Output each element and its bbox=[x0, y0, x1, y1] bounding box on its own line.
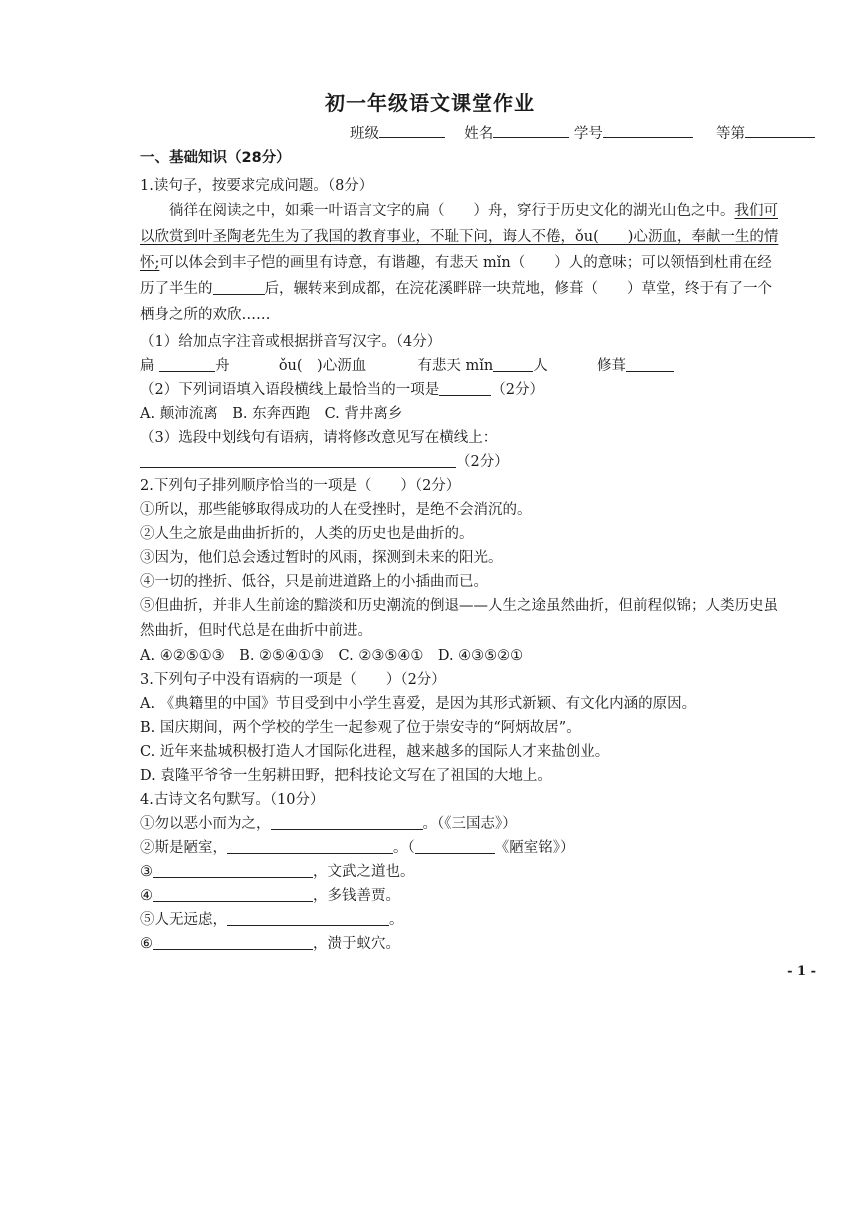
q3-option-c: C. 近年来盐城积极打造人才国际化进程，越来越多的国际人才来盐创业。 bbox=[140, 744, 610, 760]
worksheet-content bbox=[140, 146, 804, 956]
q1-passage-line: 栖身之所的欢欣…… bbox=[140, 307, 271, 323]
answer-blank[interactable] bbox=[415, 837, 495, 854]
q2-sentence: ①所以，那些能够取得成功的人在受挫时，是绝不会消沉的。 bbox=[140, 502, 532, 518]
name-label: 姓名 bbox=[464, 126, 494, 142]
answer-blank[interactable] bbox=[159, 355, 215, 372]
class-blank[interactable] bbox=[379, 123, 445, 138]
grade-label: 等第 bbox=[716, 126, 746, 142]
q1-sub2: （2）下列词语填入语段横线上最恰当的一项是 （2分） bbox=[140, 378, 804, 402]
q1-prompt: 1.读句子，按要求完成问题。（8分） bbox=[140, 178, 374, 194]
q4-line: ①勿以恶小而为之， 。（《三国志》） bbox=[140, 812, 804, 836]
q3-option-a: A. 《典籍里的中国》节目受到中小学生喜爱，是因为其形式新颖、有文化内涵的原因。 bbox=[140, 696, 697, 712]
section-heading: 一、基础知识（28分） bbox=[140, 150, 291, 166]
passage-blank[interactable] bbox=[213, 278, 265, 295]
q2-options: A. ④②⑤①③ B. ②⑤④①③ C. ②③⑤④① D. ④③⑤②① bbox=[140, 648, 524, 664]
answer-blank[interactable] bbox=[227, 909, 389, 926]
q1-sub3-answer: （2分） bbox=[140, 450, 804, 474]
q4-line: ⑥ ，溃于蚁穴。 bbox=[140, 932, 804, 956]
id-label: 学号 bbox=[573, 126, 603, 142]
q4-line: ⑤人无远虑， 。 bbox=[140, 908, 804, 932]
q2-sentence: 然曲折，但时代总是在曲折中前进。 bbox=[140, 623, 372, 639]
q3-prompt: 3.下列句子中没有语病的一项是（ ）（2分） bbox=[140, 672, 446, 688]
answer-blank[interactable] bbox=[271, 813, 423, 830]
answer-blank[interactable] bbox=[153, 861, 313, 878]
name-blank[interactable] bbox=[493, 123, 569, 138]
q1-passage-line: 历了半生的 后，辗转来到成都，在浣花溪畔辟一块荒地，修葺（ ）草堂，终于有了一个 bbox=[140, 276, 804, 302]
answer-blank[interactable] bbox=[153, 933, 313, 950]
student-info-line bbox=[350, 122, 815, 143]
q1-passage-line: 以欣赏到叶圣陶老先生为了我国的教育事业，不耻下问，诲人不倦，ǒu( )心沥血，奉献一生的情 bbox=[140, 229, 779, 245]
q1-sub3: （3）选段中划线句有语病，请将修改意见写在横线上： bbox=[140, 430, 498, 446]
q3-option-b: B. 国庆期间，两个学校的学生一起参观了位于崇安寺的“阿炳故居”。 bbox=[140, 720, 581, 736]
q2-sentence: ④一切的挫折、低谷，只是前进道路上的小插曲而已。 bbox=[140, 574, 488, 590]
q2-prompt: 2.下列句子排列顺序恰当的一项是（ ）（2分） bbox=[140, 478, 461, 494]
q3-option-d: D. 袁隆平爷爷一生躬耕田野，把科技论文写在了祖国的大地上。 bbox=[140, 768, 552, 784]
grade-blank[interactable] bbox=[745, 123, 815, 138]
page-number: - 1 - bbox=[787, 964, 816, 979]
answer-blank[interactable] bbox=[140, 451, 456, 468]
q1-sub1: （1）给加点字注音或根据拼音写汉字。（4分） bbox=[140, 334, 442, 350]
answer-blank[interactable] bbox=[493, 355, 533, 372]
q4-line: ②斯是陋室， 。（ 《陋室铭》） bbox=[140, 836, 804, 860]
answer-blank[interactable] bbox=[227, 837, 393, 854]
q2-sentence: ②人生之旅是曲曲折折的，人类的历史也是曲折的。 bbox=[140, 526, 474, 542]
answer-blank[interactable] bbox=[153, 885, 313, 902]
page-title: 初一年级语文课堂作业 bbox=[325, 91, 535, 115]
answer-blank[interactable] bbox=[626, 355, 674, 372]
q4-prompt: 4.古诗文名句默写。（10分） bbox=[140, 792, 325, 808]
q1-passage-line: 徜徉在阅读之中，如乘一叶语言文字的扁（ ）舟，穿行于历史文化的湖光山色之中。我们可 bbox=[169, 203, 778, 219]
answer-blank[interactable] bbox=[439, 379, 491, 396]
q4-line: ③ ，文武之道也。 bbox=[140, 860, 804, 884]
q4-line: ④ ，多钱善贾。 bbox=[140, 884, 804, 908]
id-blank[interactable] bbox=[603, 123, 693, 138]
q2-sentence: ⑤但曲折，并非人生前途的黯淡和历史潮流的倒退——人生之途虽然曲折，但前程似锦；人类历史虽 bbox=[140, 598, 778, 614]
q1-passage-line: 怀;可以体会到丰子恺的画里有诗意，有谐趣，有悲天 mǐn（ ）人的意味；可以领悟到杜甫在经 bbox=[140, 255, 772, 271]
q1-sub1-answers: 扁 舟 ǒu( )心沥血 有悲天 mǐn 人 修葺 bbox=[140, 354, 804, 378]
q1-sub2-options: A. 颠沛流离 B. 东奔西跑 C. 背井离乡 bbox=[140, 406, 403, 422]
class-label: 班级 bbox=[350, 126, 379, 142]
q2-sentence: ③因为，他们总会透过暂时的风雨，探测到未来的阳光。 bbox=[140, 550, 503, 566]
